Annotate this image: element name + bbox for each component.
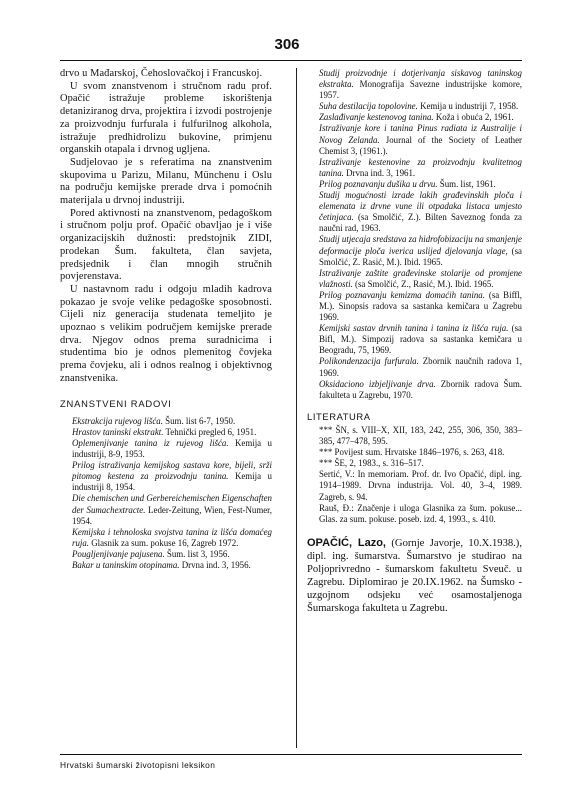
- work-source: Šum. list 6-7, 1950.: [162, 415, 236, 426]
- work-source: Šum. list 3, 1956.: [164, 548, 230, 559]
- work-source: (sa Bifl, M.). Simpozij radova sa sastanka kemičara u Beogradu, 75, 1969.: [319, 323, 522, 356]
- literature-entry: *** Povijest sum. Hrvatske 1846–1976, s. 263, 418.: [319, 447, 505, 458]
- work-source: Monografija Savezne industrijske komore, 1957.: [319, 79, 522, 101]
- biography-entry: [307, 537, 522, 615]
- work-source: Drvna ind. 3, 1956.: [179, 560, 251, 570]
- work-title: Prilog istraživanja kemijskog sastava kore, bijeli, srži pitomog kestena za proizvodnju tanina.: [72, 460, 272, 482]
- literature-entry: Rauš, Đ.: Značenje i uloga Glasnika za šum. pokuse... Glas. za sum. pokuse. poseb. izd. 4, 1993., s. 410.: [319, 502, 522, 524]
- work-entry: [60, 527, 272, 549]
- literature-entry: *** ŠE, 2, 1983., s. 316–517.: [319, 458, 424, 469]
- work-entry: [307, 68, 522, 101]
- work-entry: [60, 549, 272, 560]
- paragraph: U nastavnom radu i odgoju mladih kadrova pokazao je svoje velike pedagoške sposobnosti. Cijeli niz generacija studenata temeljito je upoznao s velikim područjem kemijske prerade drva. Njegov odnos prema suradnicima i studentima bio je odnos plemenitog čovjeka prema čovjeku, ali i odnos realnog i objektivnog znanstvenika.: [60, 283, 272, 384]
- paragraph: Pored aktivnosti na znanstvenom, pedagoškom i stručnom polju prof. Opačić obavljao je i više organizacijskih dužnosti: predstojnik ZIDI, prodekan Šum. fakulteta, član savjeta, predsjednik i član mnogih stručnih povjerenstava.: [60, 207, 272, 283]
- work-title: Kemijska i tehnoloska svojstva tanina iz lišća domaćeg ruja.: [72, 526, 272, 548]
- paragraph: drvo u Mađarskoj, Čehoslovačkoj i Francuskoj.: [60, 68, 263, 79]
- literature-entry: Sertić, V.: In memoriam. Prof. dr. Ivo Opačić, dipl. ing. 1914–1989. Drvna industrija. Vol. 40, 3–4, 1989. Zagreb, s. 94.: [319, 469, 522, 502]
- work-title: Prilog poznavanju kemizma domaćih tanina.: [319, 289, 485, 300]
- work-entry: [307, 179, 522, 190]
- work-title: Hrastov taninski ekstrakt.: [72, 426, 164, 437]
- work-source: (sa Biffl, M.). Sinopsis radova sa sastanka kemičara u Zagrebu 1969.: [319, 289, 523, 323]
- biography-name: OPAČIĆ, Lazo,: [307, 536, 386, 549]
- literature-heading: LITERATURA: [307, 410, 371, 422]
- work-source: (sa Smolčić, Z., Rasić, M.). Ibid. 1965.: [352, 278, 494, 289]
- work-entry: [307, 290, 522, 323]
- work-title: Oksidaciono izbjeljivanje drva.: [319, 378, 436, 389]
- work-title: Oplemenjivanje tanina iz rujevog lišća.: [72, 437, 229, 448]
- work-source: Zbornik radova Šum. fakulteta u Zagrebu, 1970.: [319, 378, 523, 400]
- work-title: Zaslađivanje kestenovog tanina.: [319, 112, 434, 123]
- footer-text: Hrvatski šumarski životopisni leksikon: [60, 760, 216, 770]
- work-title: Bakar u taninskim otopinama.: [72, 560, 180, 570]
- work-source: (sa Smolčić, Z.). Bilten Saveznog fonda za naučni rad, 1963.: [319, 212, 522, 234]
- work-entry: [60, 493, 272, 526]
- work-entry: [60, 560, 272, 571]
- work-title: Die chemischen und Gerbereichemischen Eigenschaften der Sumachextracte.: [72, 493, 272, 515]
- work-title: Pougljenjivanje pajusena.: [72, 548, 165, 559]
- work-entry: [60, 438, 272, 460]
- work-title: Studij mogućnosti izrade lakih građevinskih ploča i elemenata iz drvne vune ili otpadaka listaca umjesto četinjaca.: [319, 190, 522, 223]
- work-source: Drvna ind. 3, 1961.: [343, 167, 416, 178]
- paragraph: U svom znanstvenom i stručnom radu prof. Opačić istražuje probleme iskorištenja detaniziranog drva, projektira i izvodi postrojenje za proizvodnju furfurala i fulfurilnog alkohola, istražuje predhidrolizu bukovine, primjenu organskih otapala i drvnog ugljena.: [60, 80, 272, 156]
- work-source: Koža i obuća 2, 1961.: [433, 112, 514, 123]
- work-source: Glasnik za sum. pokuse 16, Zagreb 1972.: [89, 537, 239, 548]
- paragraph: Sudjelovao je s referatima na znanstvenim skupovima u Parizu, Milanu, Münchenu i Oslu na području kemijske prerade drva i pomoćnih materijala u drvnoj industriji.: [60, 156, 272, 207]
- work-title: Istraživanje kestenovine za proizvodnju kvalitetnog tanina.: [319, 156, 522, 178]
- left-column: [60, 68, 272, 571]
- work-source: Šum. list, 1961.: [437, 178, 496, 189]
- work-source: Kemija u industriji, 8-9, 1953.: [72, 437, 272, 460]
- work-title: Studij proizvodnje i dotjerivanja siskavog taninskog ekstrakta.: [319, 68, 522, 90]
- work-entry: [307, 101, 522, 112]
- work-entry: [307, 123, 522, 156]
- work-source: Kemija u industriji 7, 1958.: [417, 101, 519, 112]
- page-number: 306: [274, 36, 300, 53]
- work-entry: [307, 190, 522, 234]
- work-source: Zbornik naučnih radova 1, 1969.: [319, 356, 522, 378]
- work-source: Journal of the Society of Leather Chemist 3, (1961.).: [319, 134, 522, 156]
- work-title: Istraživanje kore i tanina Pinus radiata iz Australije i Novog Zelanda.: [319, 123, 522, 145]
- work-entry: [307, 234, 522, 267]
- work-title: Polikondenzacija furfurala.: [319, 356, 419, 367]
- work-source: Leder-Zeitung, Wien, Fest-Numer, 1954.: [72, 504, 272, 526]
- work-source: (sa Smolčić, Z. Rasić, M.). Ibid. 1965.: [319, 245, 522, 267]
- work-entry: [307, 268, 522, 290]
- literature-entry: *** ŠN, s. VIII–X, XII, 183, 242, 255, 306, 350, 383–385, 477–478, 595.: [319, 425, 522, 447]
- work-entry: [307, 112, 522, 123]
- biography-text: (Gornje Javorje, 10.X.1938.), dipl. ing. šumarstva. Šumarstvo je studirao na Poljoprivredno - šumarskom fakultetu Sveuč. u Zagrebu. Diplomirao je 20.IX.1962. na Šumsko - uzgojnom odsjeku već osamostaljenoga Šumarskoga fakulteta u Zagrebu.: [307, 537, 522, 614]
- top-rule: [60, 60, 522, 61]
- work-entry: [60, 460, 272, 493]
- work-entry: [307, 323, 522, 356]
- work-title: Studij utjecaja sredstava za hidrofobizaciju na smanjenje deformacije ploča iverica uslijed djelovanja vlage,: [319, 234, 522, 256]
- work-title: Istraživanje zaštite građevinske stolarije od promjene vlažnosti.: [319, 267, 522, 289]
- work-title: Suha destilacija topolovine.: [319, 101, 418, 112]
- work-entry: [307, 379, 522, 401]
- work-title: Kemijski sastav drvnih tanina i tanina iz lišća ruja.: [319, 323, 509, 334]
- work-entry: [307, 356, 522, 378]
- right-column: [307, 68, 522, 615]
- work-entry: [60, 427, 272, 438]
- column-divider: [296, 68, 297, 748]
- bottom-rule: [60, 754, 522, 755]
- work-source: Kemija u industriji 8, 1954.: [72, 471, 272, 493]
- work-title: Ekstrakcija rujevog lišća.: [72, 415, 163, 426]
- work-entry: [307, 157, 522, 179]
- work-entry: [60, 416, 272, 427]
- works-heading: ZNANSTVENI RADOVI: [60, 397, 172, 409]
- work-title: Prilog poznavanju dušika u drvu.: [319, 178, 438, 189]
- work-source: Tehnički pregled 6, 1951.: [163, 426, 257, 437]
